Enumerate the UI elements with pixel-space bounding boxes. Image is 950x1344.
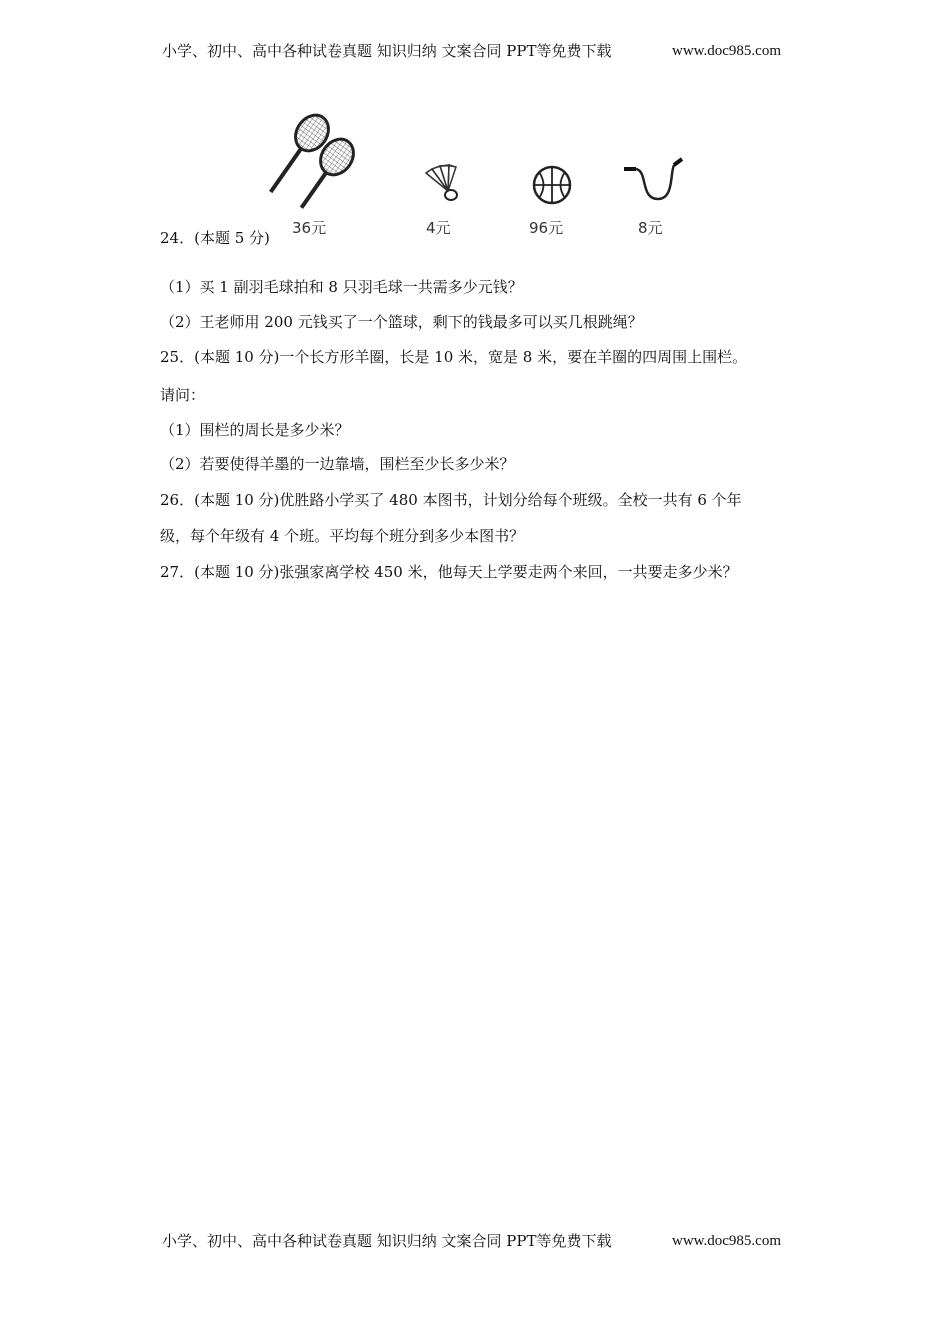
figure-item-basketball	[526, 113, 586, 243]
page-header	[162, 41, 802, 61]
figure-item-rackets	[268, 113, 368, 243]
question-25-part-1: （1）围栏的周长是多少米？	[160, 421, 350, 439]
header-url[interactable]: www.doc985.com	[672, 43, 782, 59]
footer-url[interactable]: www.doc985.com	[672, 1233, 782, 1249]
question-24-part-2: （2）王老师用 200 元钱买了一个篮球，剩下的钱最多可以买几根跳绳？	[160, 313, 643, 331]
badminton-rackets-icon	[268, 113, 368, 213]
figure-item-shuttlecock	[418, 113, 478, 243]
shuttlecock-icon	[418, 113, 478, 213]
question-24-part-1: （1）买 1 副羽毛球拍和 8 只羽毛球一共需多少元钱？	[160, 278, 523, 296]
question-26-line-2: 级，每个年级有 4 个班。平均每个班分到多少本图书？	[160, 527, 525, 545]
question-25-line-1: 25．(本题 10 分)一个长方形羊圈，长是 10 米，宽是 8 米，要在羊圈的四周围上围栏。	[160, 348, 748, 366]
question-25-part-2: （2）若要使得羊墨的一边靠墙，围栏至少长多少米？	[160, 455, 515, 473]
jump-rope-icon	[618, 113, 688, 213]
price-rackets: 36元	[292, 219, 327, 237]
price-shuttlecock: 4元	[426, 219, 451, 237]
page-footer	[162, 1231, 802, 1251]
header-text: 小学、初中、高中各种试卷真题 知识归纳 文案合同 PPT等免费下载	[162, 42, 612, 60]
figure-item-jump-rope	[618, 113, 688, 243]
question-25-line-2: 请问：	[160, 386, 206, 404]
question-24-title: 24．(本题 5 分)	[160, 229, 270, 247]
price-basketball: 96元	[529, 219, 564, 237]
items-figure	[268, 113, 698, 243]
basketball-icon	[526, 113, 586, 213]
question-26-line-1: 26．(本题 10 分)优胜路小学买了 480 本图书，计划分给每个班级。全校一共有 6 个年	[160, 491, 742, 509]
footer-text: 小学、初中、高中各种试卷真题 知识归纳 文案合同 PPT等免费下载	[162, 1232, 612, 1250]
price-jump-rope: 8元	[638, 219, 663, 237]
question-27-line-1: 27．(本题 10 分)张强家离学校 450 米，他每天上学要走两个来回，一共要走多少米？	[160, 563, 738, 581]
